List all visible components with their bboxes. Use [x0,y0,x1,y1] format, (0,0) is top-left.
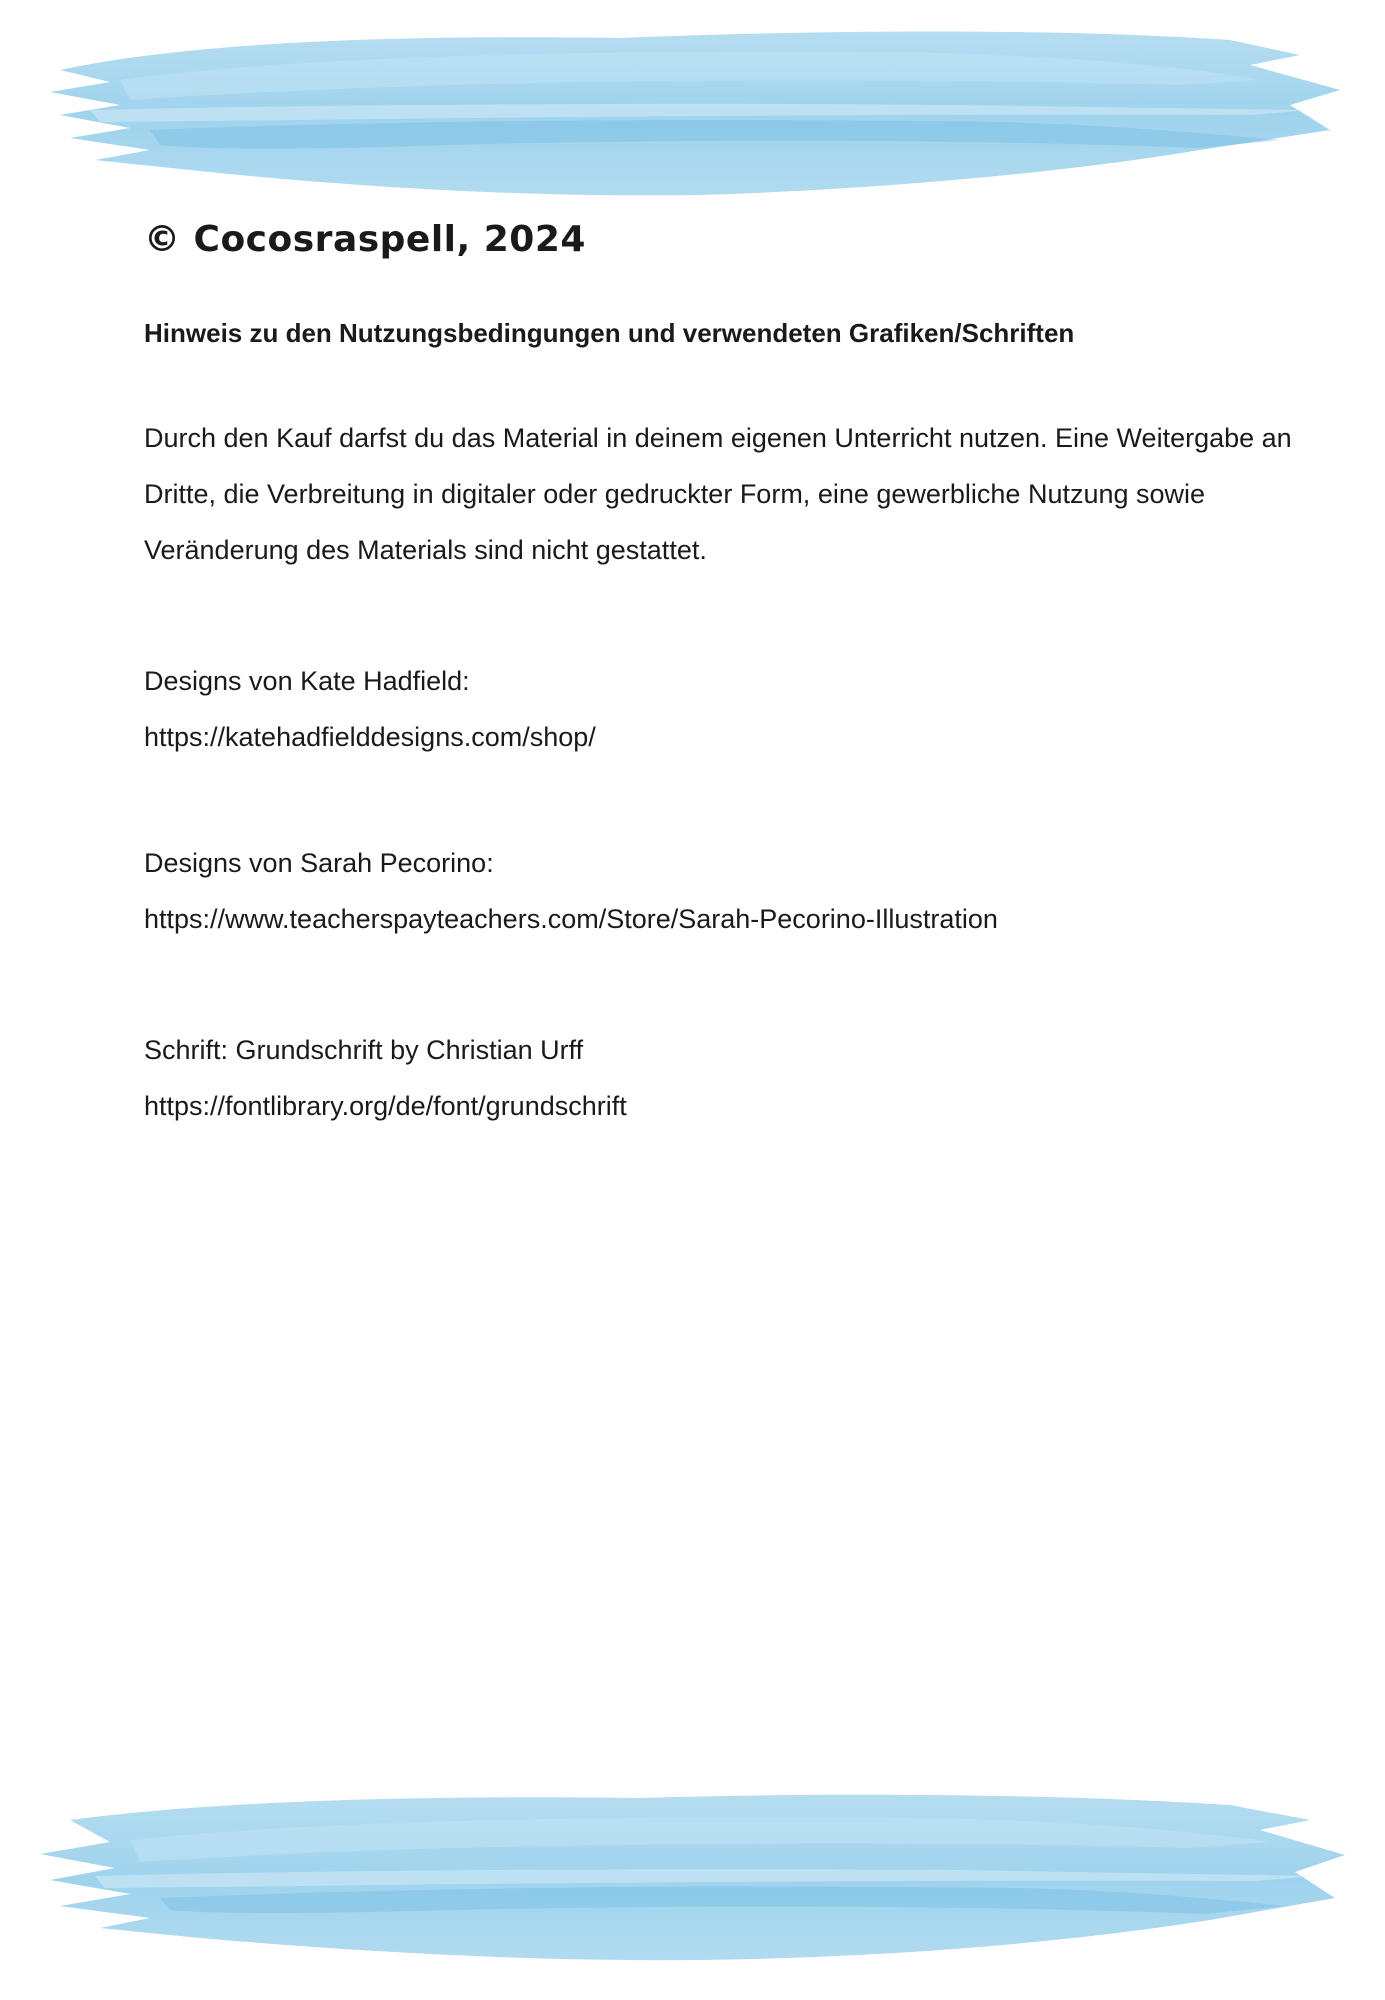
credit-url[interactable]: https://www.teacherspayteachers.com/Store/Sarah-Pecorino-Illustration [144,904,998,934]
credit-label: Designs von Kate Hadfield: [144,666,470,696]
credit-sarah-pecorino [144,835,1324,947]
bottom-watercolor-brush-decoration [0,1780,1385,1980]
credit-kate-hadfield [144,653,1324,765]
terms-paragraph: Durch den Kauf darfst du das Material in deinem eigenen Unterricht nutzen. Eine Weitergabe an Dritte, die Verbreitung in digitaler oder gedruckter Form, eine gewerbliche Nutzung sowie Veränderung des Materials sind nicht gestattet. [144,423,1292,565]
credit-label: Schrift: Grundschrift by Christian Urff [144,1035,584,1065]
top-watercolor-brush-decoration [0,10,1385,210]
credit-label: Designs von Sarah Pecorino: [144,848,494,878]
copyright-title: © Cocosraspell, 2024 [144,219,586,260]
terms-heading: Hinweis zu den Nutzungsbedingungen und verwendeten Grafiken/Schriften [144,318,1075,348]
credit-url[interactable]: https://fontlibrary.org/de/font/grundschrift [144,1091,627,1121]
document-content [144,210,1324,1121]
credit-font [144,1022,1324,1134]
credit-url[interactable]: https://katehadfielddesigns.com/shop/ [144,722,596,752]
